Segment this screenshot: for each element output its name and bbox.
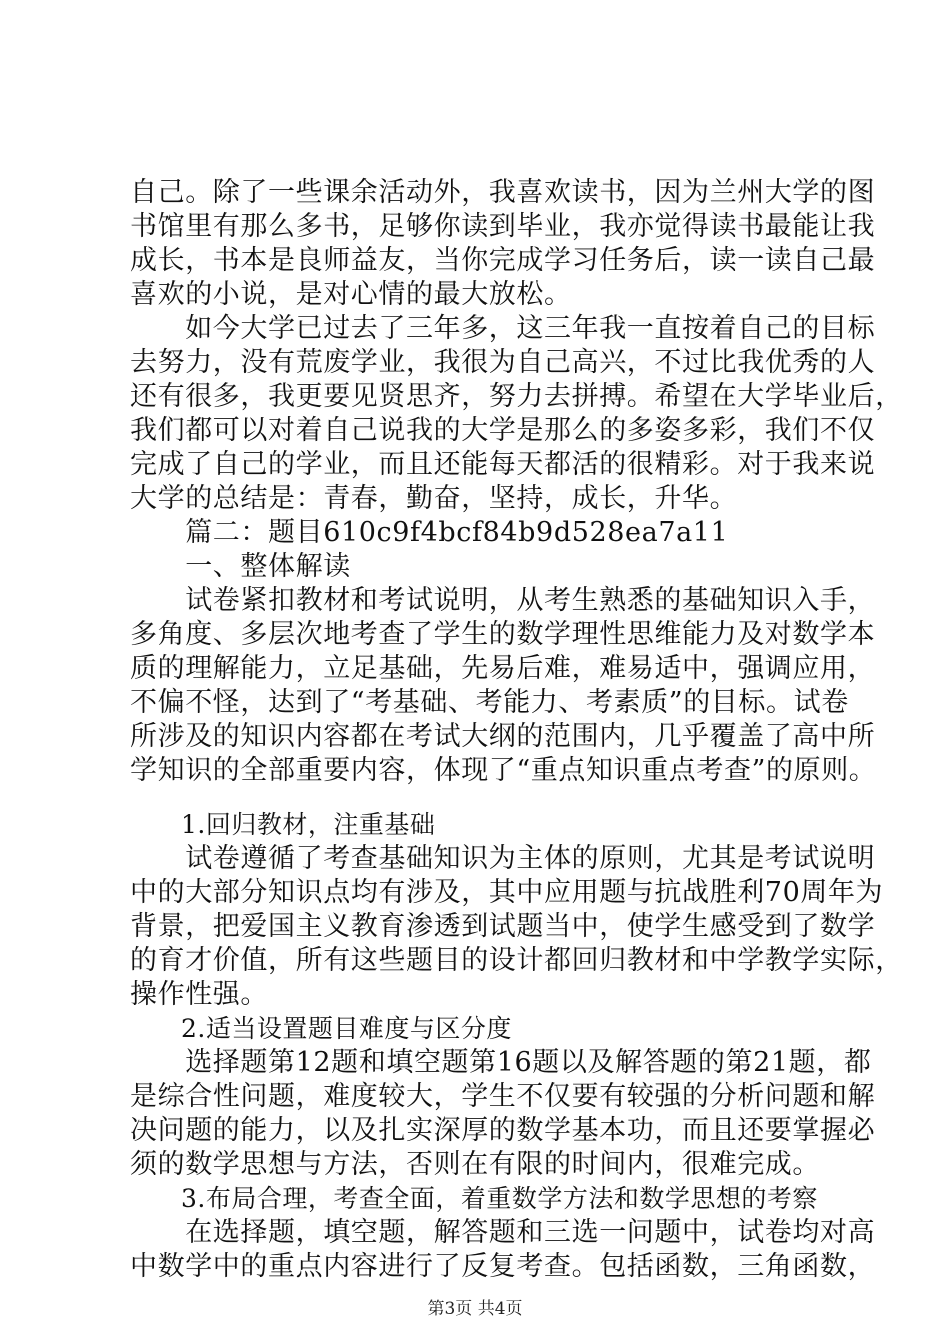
text-line: 决问题的能力，以及扎实深厚的数学基本功，而且还要掌握必 bbox=[130, 1115, 876, 1146]
text-line: 成长，书本是良师益友，当你完成学习任务后，读一读自己最 bbox=[130, 245, 876, 276]
page-number-footer: 第3页 共4页 bbox=[427, 1299, 523, 1319]
text-line: 试卷遵循了考查基础知识为主体的原则，尤其是考试说明 bbox=[130, 843, 876, 874]
subsection-heading: 3.布局合理，考查全面，着重数学方法和数学思想的考察 bbox=[130, 1184, 818, 1213]
text-line: 中的大部分知识点均有涉及，其中应用题与抗战胜利70周年为 bbox=[130, 877, 884, 908]
text-line: 喜欢的小说，是对心情的最大放松。 bbox=[130, 279, 572, 310]
text-line: 书馆里有那么多书，足够你读到毕业，我亦觉得读书最能让我 bbox=[130, 211, 876, 242]
text-line: 不偏不怪，达到了“考基础、考能力、考素质”的目标。试卷 bbox=[130, 687, 849, 718]
text-line: 选择题第12题和填空题第16题以及解答题的第21题，都 bbox=[130, 1047, 872, 1078]
text-line: 我们都可以对着自己说我的大学是那么的多姿多彩，我们不仅 bbox=[130, 415, 876, 446]
text-line: 所涉及的知识内容都在考试大纲的范围内，几乎覆盖了高中所 bbox=[130, 721, 876, 752]
text-line: 背景，把爱国主义教育渗透到试题当中，使学生感受到了数学 bbox=[130, 911, 876, 942]
text-line: 学知识的全部重要内容，体现了“重点知识重点考查”的原则。 bbox=[130, 755, 877, 786]
text-line: 去努力，没有荒废学业，我很为自己高兴，不过比我优秀的人 bbox=[130, 347, 876, 378]
text-line: 完成了自己的学业，而且还能每天都活的很精彩。对于我来说 bbox=[130, 449, 876, 480]
subsection-heading: 2.适当设置题目难度与区分度 bbox=[130, 1014, 512, 1043]
text-line: 多角度、多层次地考查了学生的数学理性思维能力及对数学本 bbox=[130, 619, 876, 650]
text-line: 质的理解能力，立足基础，先易后难，难易适中，强调应用， bbox=[130, 653, 876, 684]
text-line: 须的数学思想与方法，否则在有限的时间内，很难完成。 bbox=[130, 1149, 820, 1180]
subsection-heading: 1.回归教材，注重基础 bbox=[130, 810, 436, 839]
text-line: 自己。除了一些课余活动外，我喜欢读书，因为兰州大学的图 bbox=[130, 177, 876, 208]
text-line: 在选择题，填空题，解答题和三选一问题中，试卷均对高 bbox=[130, 1217, 876, 1248]
section-heading: 篇二：题目610c9f4bcf84b9d528ea7a11 bbox=[130, 517, 729, 548]
text-line: 试卷紧扣教材和考试说明，从考生熟悉的基础知识入手， bbox=[130, 585, 876, 616]
text-line: 大学的总结是：青春，勤奋，坚持，成长，升华。 bbox=[130, 483, 738, 514]
text-line: 是综合性问题，难度较大，学生不仅要有较强的分析问题和解 bbox=[130, 1081, 876, 1112]
text-line: 如今大学已过去了三年多，这三年我一直按着自己的目标 bbox=[130, 313, 876, 344]
text-line: 的育才价值，所有这些题目的设计都回归教材和中学教学实际， bbox=[130, 945, 903, 976]
text-line: 还有很多，我更要见贤思齐，努力去拼搏。希望在大学毕业后， bbox=[130, 381, 903, 412]
text-line: 操作性强。 bbox=[130, 979, 268, 1010]
section-heading: 一、整体解读 bbox=[130, 551, 351, 582]
text-line: 中数学中的重点内容进行了反复考查。包括函数，三角函数， bbox=[130, 1251, 876, 1282]
